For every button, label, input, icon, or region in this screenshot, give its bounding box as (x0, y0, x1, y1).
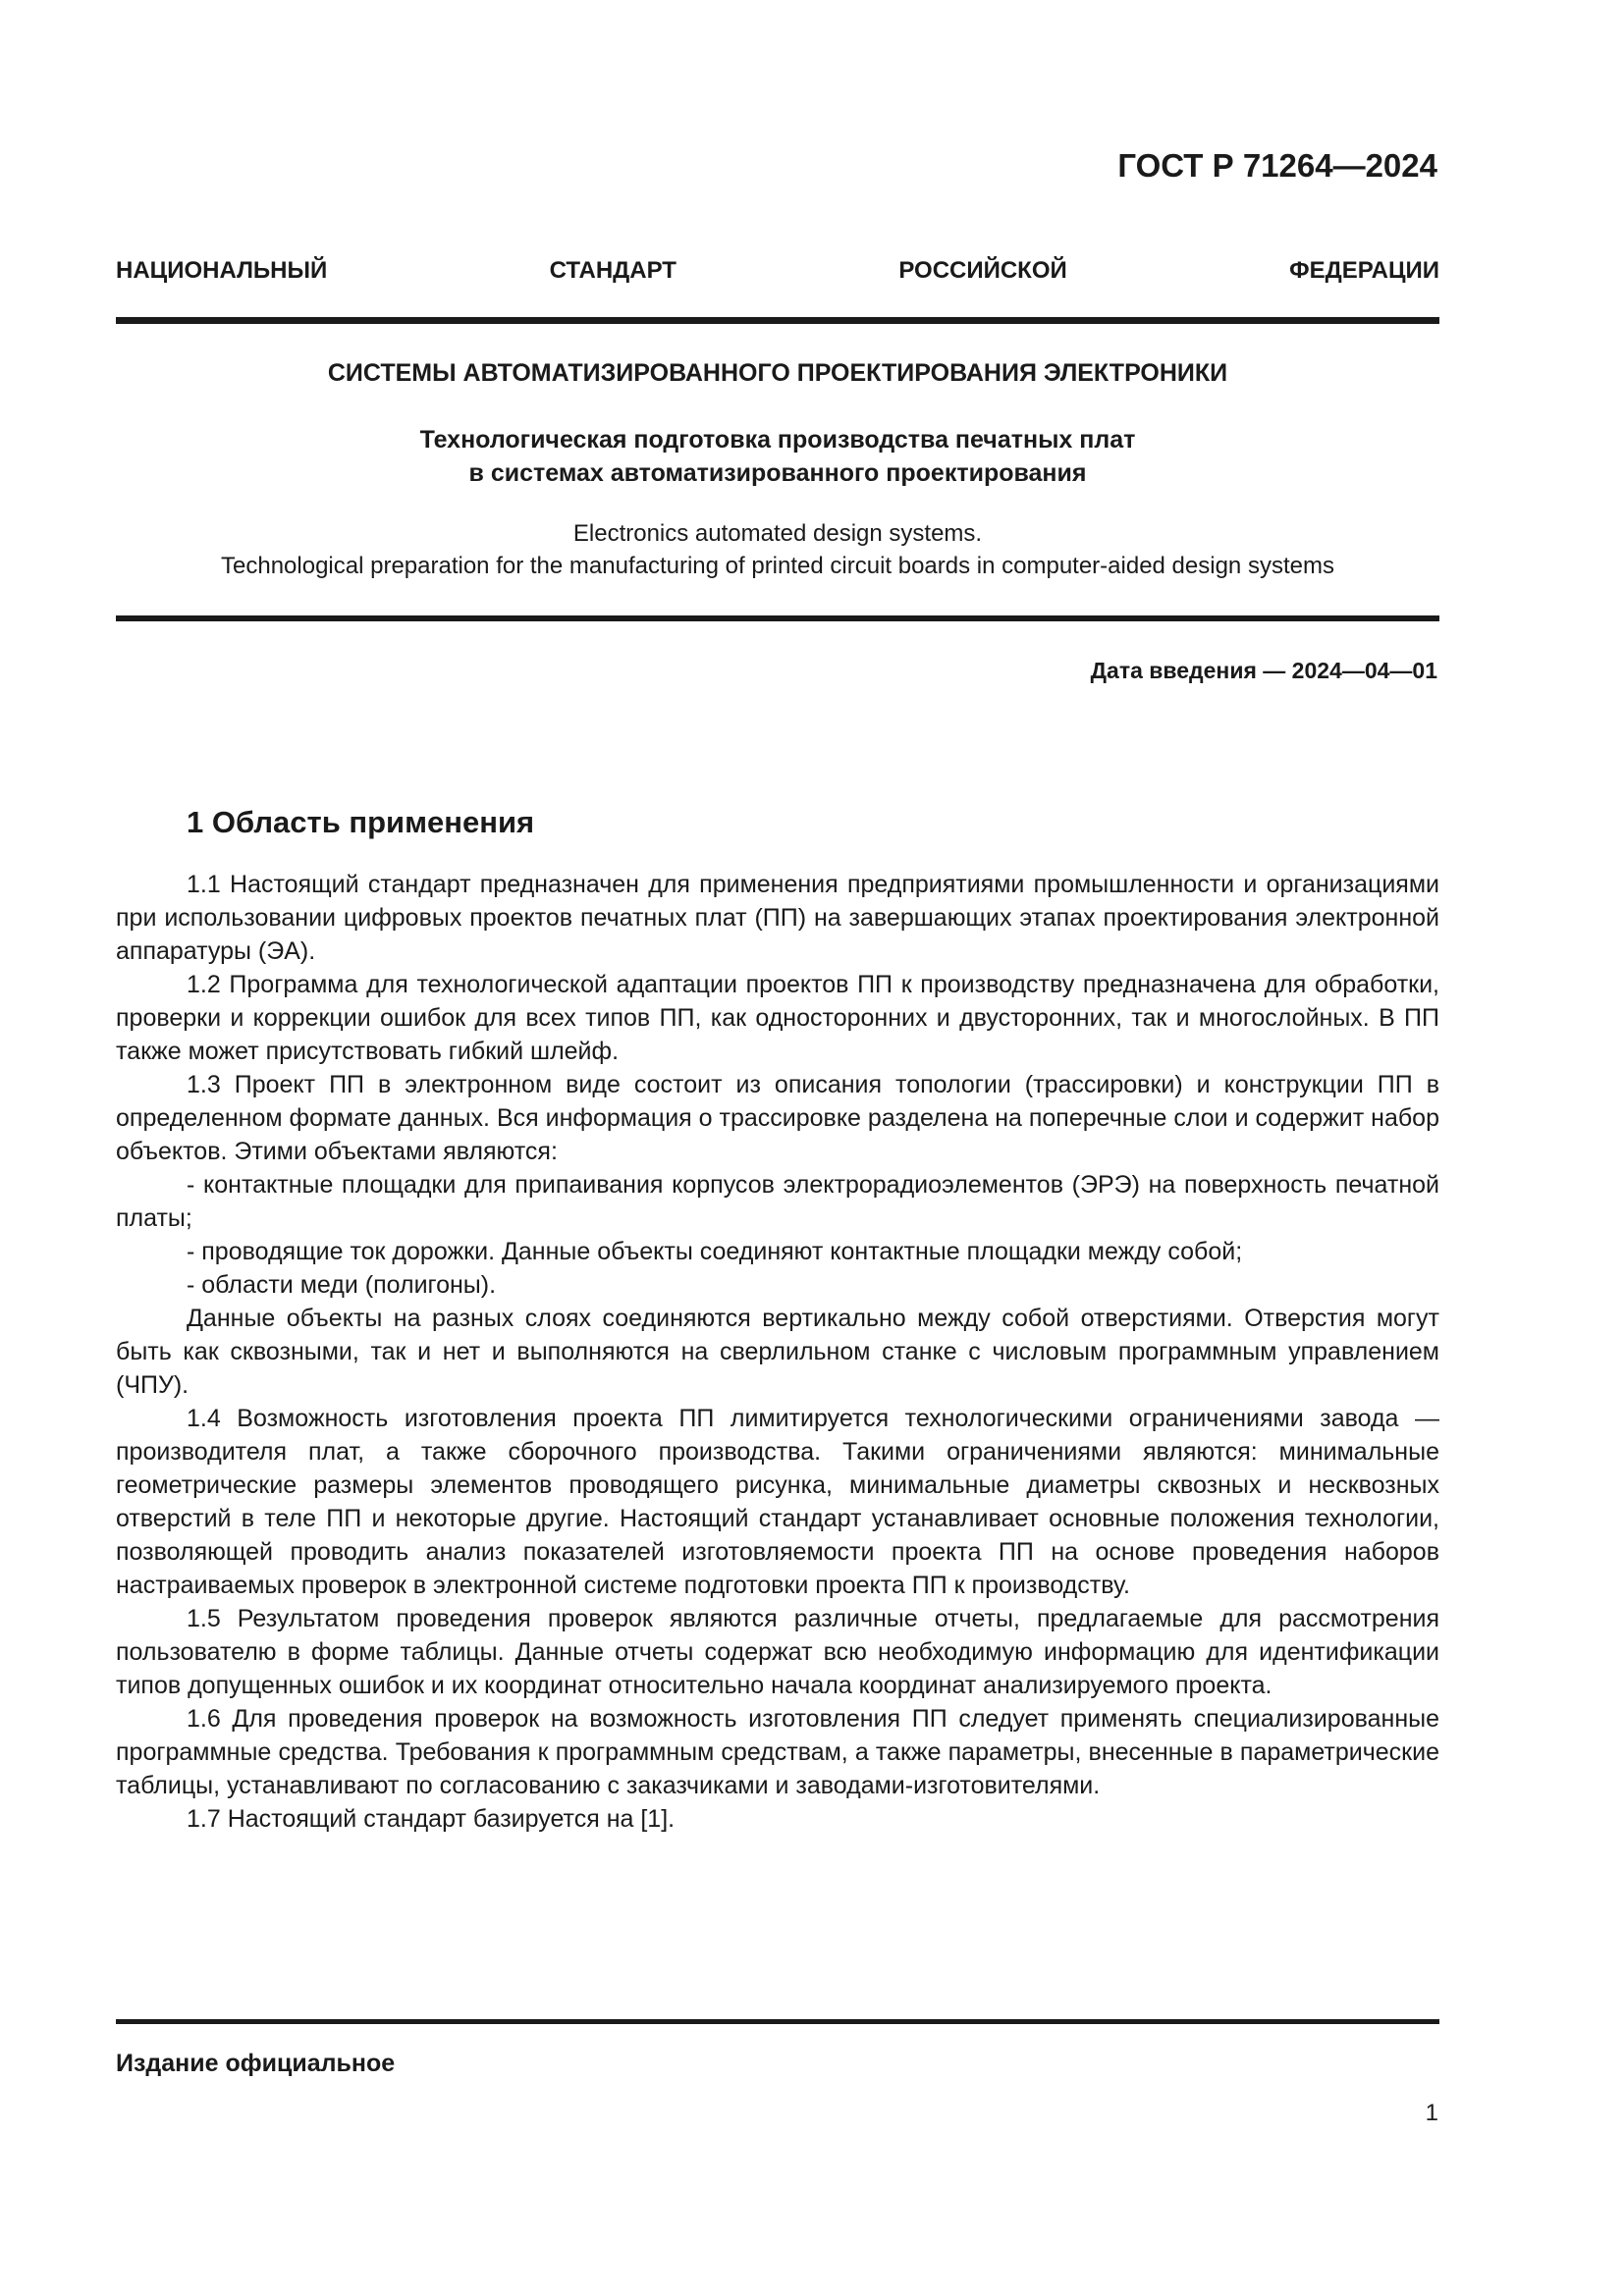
paragraph-1-4: 1.4 Возможность изготовления проекта ПП лимитируется технологическими ограничениями завода — производителя плат, а также сборочного производства. Такими ограничениями являются: минимальные геометрические размеры элементов проводящего рисунка, минимальные диаметры сквозных и несквозных отверстий в теле ПП и некоторые другие. Настоящий стандарт устанавливает основные положения технологии, позволяющей проводить анализ показателей изготовляемости проекта ПП на основе проведения наборов настраиваемых проверок в электронной системе подготовки проекта ПП к производству. (116, 1405, 1439, 1599)
subtitle-line-2: в системах автоматизированного проектирования (468, 459, 1087, 487)
paragraph-1-5: 1.5 Результатом проведения проверок являются различные отчеты, предлагаемые для рассмотрения пользователю в форме таблицы. Данные отчеты содержат всю необходимую информацию для идентификации типов допущенных ошибок и их координат относительно начала координат анализируемого проекта. (116, 1605, 1439, 1699)
document-number: ГОСТ Р 71264—2024 (1117, 147, 1437, 184)
english-title-line-2: Technological preparation for the manufacturing of printed circuit boards in computer-aided design systems (221, 553, 1334, 579)
introduction-date: Дата введения — 2024—04—01 (1090, 658, 1437, 683)
paragraph-1-2: 1.2 Программа для технологической адаптации проектов ПП к производству предназначена для обработки, проверки и коррекции ошибок для всех типов ПП, как односторонних и двусторонних, так и многослойных. В ПП также может присутствовать гибкий шлейф. (116, 971, 1439, 1065)
list-item-polygons: - области меди (полигоны). (187, 1271, 497, 1299)
paragraph-holes: Данные объекты на разных слоях соединяются вертикально между собой отверстиями. Отверстия могут быть как сквозными, так и нет и выполняются на сверлильном станке с числовым программным управлением (ЧПУ). (116, 1305, 1439, 1399)
title-divider (116, 615, 1439, 621)
list-item-pads: - контактные площадки для припаивания корпусов электрорадиоэлементов (ЭРЭ) на поверхность печатной платы; (116, 1171, 1439, 1232)
paragraph-1-7: 1.7 Настоящий стандарт базируется на [1]. (187, 1805, 676, 1833)
national-standard-heading: НАЦИОНАЛЬНЫЙ СТАНДАРТ РОССИЙСКОЙ ФЕДЕРАЦИИ (116, 257, 1439, 284)
subtitle-line-1: Технологическая подготовка производства печатных плат (419, 426, 1136, 454)
section-heading: 1 Область применения (187, 805, 535, 839)
official-edition-label: Издание официальное (116, 2050, 396, 2077)
document-title: СИСТЕМЫ АВТОМАТИЗИРОВАННОГО ПРОЕКТИРОВАНИЯ ЭЛЕКТРОНИКИ (327, 359, 1228, 387)
english-title-line-1: Electronics automated design systems. (572, 520, 983, 547)
list-item-traces: - проводящие ток дорожки. Данные объекты соединяют контактные площадки между собой; (187, 1238, 1243, 1265)
english-title (116, 517, 1439, 582)
paragraph-1-3: 1.3 Проект ПП в электронном виде состоит из описания топологии (трассировки) и конструкции ПП в определенном формате данных. Вся информация о трассировке разделена на поперечные слои и содержит набор объектов. Этими объектами являются: (116, 1071, 1439, 1165)
document-subtitle (116, 423, 1439, 490)
paragraph-1-6: 1.6 Для проведения проверок на возможность изготовления ПП следует применять специализированные программные средства. Требования к программным средствам, а также параметры, внесенные в параметрические таблицы, устанавливают по согласованию с заказчиками и заводами-изготовителями. (116, 1705, 1439, 1799)
paragraph-1-1: 1.1 Настоящий стандарт предназначен для применения предприятиями промышленности и организациями при использовании цифровых проектов печатных плат (ПП) на завершающих этапах проектирования электронной аппаратуры (ЭА). (116, 871, 1439, 965)
section-body (116, 868, 1439, 1836)
page-number: 1 (1425, 2100, 1438, 2126)
footer-divider (116, 2019, 1439, 2024)
top-divider (116, 317, 1439, 324)
